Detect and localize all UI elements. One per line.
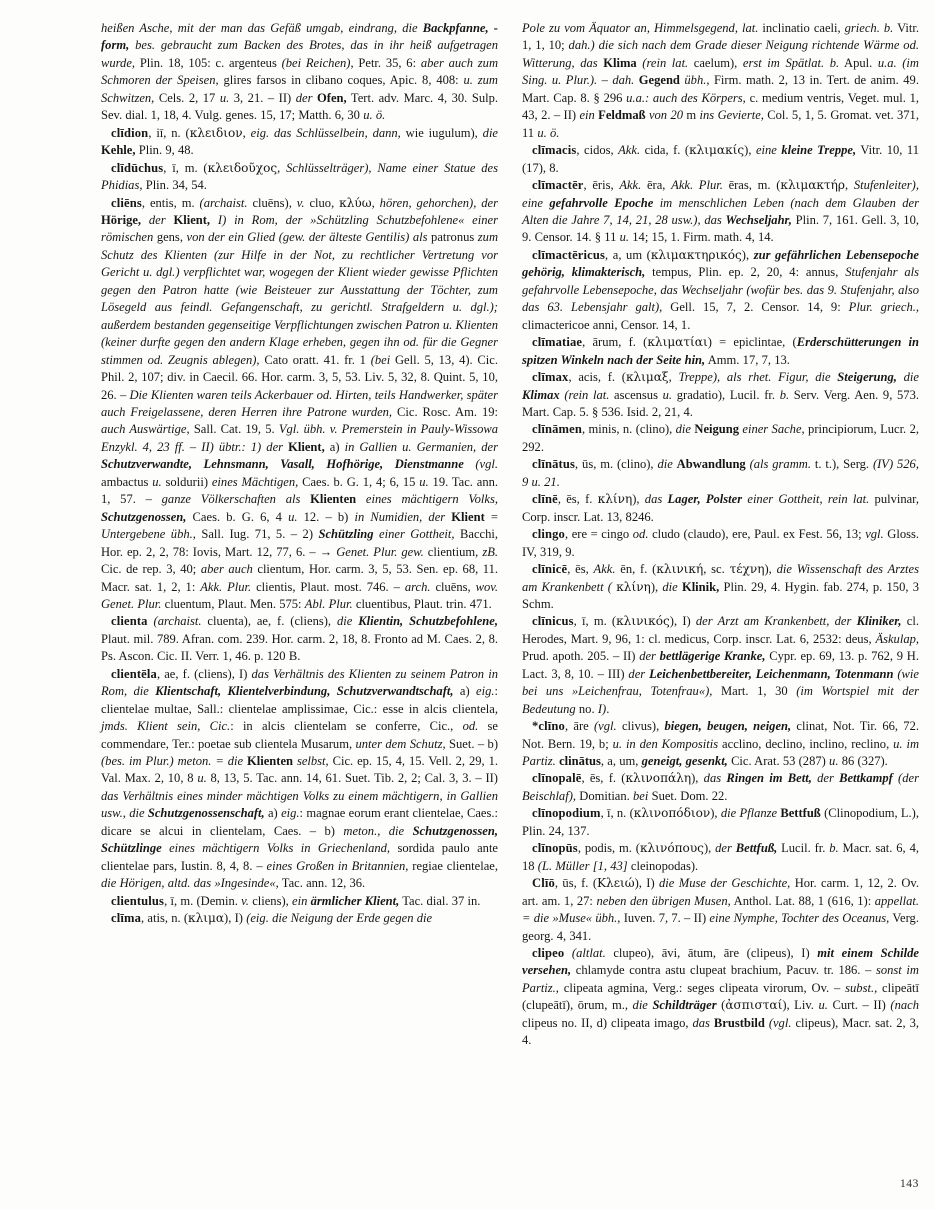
entry-climactericus: clīmactēricus, a, um (κλιμακτηρικός), zur gefährlichen Lebensepoche gehörig, klimakterisch, tempus, Plin. ep. 2, 20, 4: annus, Stufenjahr als gefahrvolle Lebensepoche, das Wechseljahr (wofür bes. das 9. Stufenjahr, also das 63. Lebensjahr galt), Gell. 15, 7, 2. Censor. 14, 9: Plur. griech., climactericoe anni, Censor. 14, 1. <box>522 247 920 332</box>
headword-clinatus: clīnātus <box>532 457 576 472</box>
entry-cliens: cliēns, entis, m. (archaist. cluēns), v. cluo, κλύω, hören, gehorchen), der Hörige, der Klient, I) in Rom, der »Schützling Schutzbefohlene« einer römischen gens, von der ein Glied (gew. der älteste Gentilis) als patronus zum Schutz des Klienten (zur Hilfe in der Not, zu rechtlicher Vertretung vor Gericht u. dgl.) verpflichtet war, wogegen der Klient wieder gewisse Pflichten gegen den Patron hatte (wie Beisteuer zur Ausstattung der Töchter, zum Lösegeld aus feindl. Gefangenschaft, zu gerichtl. Strafgeldern u. dgl.); außerdem bestanden gegenseitige Verpflichtungen zwischen Patron u. Klienten (keiner durfte gegen den andern Klage erheben, gegen ihn od. für die Gegner stimmen od. Zeugnis ablegen), Cato oratt. 41. fr. 1 (bei Gell. 5, 13, 4). Cic. Phil. 2, 107; div. in Caecil. 66. Hor. carm. 3, 5, 53. Liv. 5, 32, 8. Quint. 5, 10, 26. – Die Klienten waren teils Ackerbauer od. Hirten, teils Handwerker, später auch Freigelassene, deren Herren ihre Patrone wurden, Cic. Rosc. Am. 19: auch Auswärtige, Sall. Cat. 19, 5. Vgl. übh. v. Premerstein in Pauly-Wissowa Enzykl. 4, 23 ff. – II) übtr.: 1) der Klient, a) in Gallien u. Germanien, der Schutzverwandte, Lehnsmann, Vasall, Hofhörige, Dienstmanne (vgl. ambactus u. soldurii) eines Mächtigen, Caes. b. G. 1, 4; 6, 15 u. 19. Tac. ann. 1, 57. – ganze Völkerschaften als Klienten eines mächtigern Volks, Schutzgenossen, Caes. b. G. 6, 4 u. 12. – b) in Numidien, der Klient = Untergebene übh., Sall. Iug. 71, 5. – 2) Schützling einer Gottheit, Bacchi, Hor. ep. 2, 2, 78: Iovis, Mart. 12, 77, 6. – → Genet. Plur. gew. clientium, zB. Cic. de rep. 3, 40; aber auch clientum, Hor. carm. 3, 5, 53. Sen. ep. 68, 11. Macr. sat. 1, 2, 1: Akk. Plur. clientis, Plaut. most. 746. – arch. cluēns, wov. Genet. Plur. cluentum, Plaut. Men. 575: Abl. Plur. cluentibus, Plaut. trin. 471. <box>101 195 499 611</box>
entry-climacis: clīmacis, cidos, Akk. cida, f. (κλιμακίς), eine kleine Treppe, Vitr. 10, 11 (17), 8. <box>522 143 919 175</box>
headword-climatiae: clīmatiae <box>532 335 583 350</box>
entry-clienta: clienta (archaist. cluenta), ae, f. (cliens), die Klientin, Schutzbefohlene, Plaut. mil. 789. Afran. com. 239. Hor. carm. 2, 18, 8. Fronto ad M. Caes. 2, 8. Ps. Ascon. Cic. II. Verr. 1, 46. p. 120 B. <box>101 614 498 664</box>
entry-clinopus: clīnopūs, podis, m. (κλινόπους), der Bettfuß, Lucil. fr. b. Macr. sat. 6, 4, 18 (L. Müller [1, 43] cleinopodas). <box>522 841 919 873</box>
entry-climax: clīmax, acis, f. (κλιμαξ, Treppe), als rhet. Figur, die Steigerung, die Klimax (rein lat. ascensus u. gradatio), Lucil. fr. b. Serv. Verg. Aen. 9, 573. Mart. Cap. 5. § 536. Isid. 2, 21, 4. <box>522 370 919 419</box>
headword-climax: clīmax <box>532 370 569 385</box>
headword-clipeo: clipeo <box>532 946 565 961</box>
headword-clio: Clīō <box>532 876 555 891</box>
entry-clino: *clīno, āre (vgl. clivus), biegen, beugen, neigen, clinat, Not. Tir. 66, 72. Not. Bern. 19, b; u. in den Kompositis acclino, declino, inclino, reclino, u. im Partiz. clinātus, a, um, geneigt, gesenkt, Cic. Arat. 53 (287) u. 86 (327). <box>522 719 920 769</box>
headword-clientela: clientēla <box>111 666 157 681</box>
entry-cliduchus: clīdūchus, ī, m. (κλειδοῦχος, Schlüsselträger), Name einer Statue des Phidias, Plin. 34, 54. <box>101 160 499 193</box>
entry-clio: Clīō, ūs, f. (Κλειώ), I) die Muse der Geschichte, Hor. carm. 1, 12, 2. Ov. art. am. 1, 27: neben den übrigen Musen, Anthol. Lat. 88, 1 (616, 1): appellat. = die »Muse« übh., Iuven. 7, 7. – II) eine Nymphe, Tochter des Oceanus, Verg. georg. 4, 341. <box>522 876 920 943</box>
headword-clinicus: clīnicus <box>532 614 574 629</box>
entry-clinatus: clīnātus, ūs, m. (clino), die Abwandlung (als gramm. t. t.), Serg. (IV) 526, 9 u. 21. <box>522 457 919 489</box>
headword-clinopodium: clīnopodium <box>532 806 601 821</box>
entry-climatiae: clīmatiae, ārum, f. (κλιματίαι) = epiclintae, (Erderschütterungen in spitzen Winkeln nach der Seite hin, Amm. 17, 7, 13. <box>522 335 919 367</box>
headword-cline: clīnē <box>532 492 558 507</box>
entry-clientulus: clientulus, ī, m. (Demin. v. cliens), ein ärmlicher Klient, Tac. dial. 37 in. <box>111 893 481 908</box>
headword-clientulus: clientulus <box>111 893 165 908</box>
headword-climacis: clīmacis <box>532 143 577 158</box>
entry-clima-continuation: Pole zu vom Äquator an, Himmelsgegend, lat. inclinatio caeli, griech. b. Vitr. 1, 1, 10; dah.) die sich nach dem Grade dieser Neigung richtende Wärme od. Witterung, das Klima (rein lat. caelum), erst im Spätlat. b. Apul. u.a. (im Sing. u. Plur.). – dah. Gegend übh., Firm. math. 2, 13 in. Tert. de anim. 49. Mart. Cap. 8. § 296 u.a.: auch des Körpers, c. medium ventris, Veget. mul. 1, 43, 2. – II) ein Feldmaß von 20 m ins Gevierte, Col. 5, 1, 5. Gromat. vet. 371, 11 u. ö. <box>522 21 920 140</box>
entry-clima: clīma, atis, n. (κλιμα), I) (eig. die Neigung der Erde gegen die <box>111 911 433 926</box>
headword-clinopale: clīnopalē <box>532 771 582 786</box>
page-number: 143 <box>899 1178 919 1190</box>
headword-clino: *clīno <box>532 719 565 734</box>
left-column <box>101 20 498 1150</box>
headword-clienta: clienta <box>111 614 148 629</box>
entry-clinamen: clīnāmen, minis, n. (clino), die Neigung einer Sache, principiorum, Lucr. 2, 292. <box>522 422 919 454</box>
headword-climactericus: clīmactēricus <box>532 247 606 262</box>
entry-clidion: clīdion, iī, n. (κλειδιον, eig. das Schlüsselbein, dann, wie iugulum), die Kehle, Plin. 9, 48. <box>101 125 499 158</box>
headword-clingo: clingo <box>532 527 565 542</box>
entry-climacter: clīmactēr, ēris, Akk. ēra, Akk. Plur. ēras, m. (κλιμακτήρ, Stufenleiter), eine gefahrvolle Epoche im menschlichen Leben (nach dem Glauben der Alten die Jahre 7, 14, 21, 28 usw.), das Wechseljahr, Plin. 7, 161. Gell. 3, 10, 9. Censor. 14. § 11 u. 14; 15, 1. Firm. math. 4, 14. <box>522 178 919 245</box>
entry-clinice: clīnicē, ēs, Akk. ēn, f. (κλινική, sc. τέχνη), die Wissenschaft des Arztes am Krankenbett ( κλίνη), die Klinik, Plin. 29, 4. Hygin. fab. 274, p. 150, 3 Schm. <box>522 562 919 611</box>
entry-clingo: clingo, ere = cingo od. cludo (claudo), ere, Paul. ex Fest. 56, 13; vgl. Gloss. IV, 319, 9. <box>522 527 919 559</box>
entry-clinopodium: clīnopodium, ī, n. (κλινοπόδιον), die Pflanze Bettfuß (Clinopodium, L.), Plin. 24, 137. <box>522 806 919 838</box>
right-column <box>522 20 919 1150</box>
two-column-body <box>101 20 919 1150</box>
headword-climacter: clīmactēr <box>532 178 584 193</box>
entry-clipeo: clipeo (altlat. clupeo), āvi, ātum, āre (clipeus), I) mit einem Schilde versehen, chlamyde contra astu clupeat brachium, Pacuv. tr. 186. – sonst im Partiz., clipeata agmina, Verg.: seges clipeata virorum, Ov. – subst., clipeātī (clupeātī), ōrum, m., die Schildträger (ἀσπισταί), Liv. u. Curt. – II) (nach clipeus no. II, d) clipeata imago, das Brustbild (vgl. clipeus), Macr. sat. 2, 3, 4. <box>522 946 919 1048</box>
headword-clima: clīma <box>111 911 142 926</box>
headword-cliens: cliēns <box>111 195 142 210</box>
entry-clinicus: clīnicus, ī, m. (κλινικός), I) der Arzt am Krankenbett, der Kliniker, cl. Herodes, Mart. 9, 96, 1: cl. medicus, Corp. inscr. Lat. 6, 2532: deus, Äskulap, Prud. apoth. 205. – II) der bettlägerige Kranke, Cypr. ep. 69, 13. p. 762, 9 H. Lact. 3, 8, 10. – III) der Leichenbettbereiter, Leichenmann, Totenmann (wie bei uns »Leichenfrau, Totenfrau«), Mart. 1, 30 (im Wortspiel mit der Bedeutung no. I). <box>522 614 919 716</box>
entry-clientela: clientēla, ae, f. (cliens), I) das Verhältnis des Klienten zu seinem Patron in Rom, die Klientschaft, Klientelverbindung, Schutzverwandtschaft, a) eig.: clientelae multae, Sall.: clientelae amplissimae, Cic.: esse in alcis clientela, jmds. Klient sein, Cic.: in alcis clientelam se conferre, Cic., od. se commendare, Ter.: poetae sub clientela Musarum, unter dem Schutz, Suet. – b) (bes. im Plur.) meton. = die Klienten selbst, Cic. ep. 15, 4, 15. Vell. 2, 29, 1. Val. Max. 2, 10, 8 u. 8, 13, 5. Tac. ann. 14, 61. Suet. Tib. 2, 2; Cal. 3, 3. – II) das Verhältnis eines minder mächtigen Volks zu einem mächtigern, in Gallien usw., die Schutzgenossenschaft, a) eig.: magnae eorum erant clientelae, Caes.: dicare se alcui in clientelam, Caes. – b) meton., die Schutzgenossen, Schützlinge eines mächtigern Volks in Griechenland, sordida paulo ante clientelae pars, Iustin. 8, 4, 8. – eines Großen in Britannien, regiae clientelae, die Hörigen, altd. das »Ingesinde«, Tac. ann. 12, 36. <box>101 666 499 891</box>
headword-clidion: clīdion <box>111 125 149 140</box>
headword-cliduchus: clīdūchus <box>111 160 164 175</box>
headword-clinamen: clīnāmen <box>532 422 582 437</box>
entry-clibanus-continuation: heißen Asche, mit der man das Gefäß umgab, eindrang, die Backpfanne, -form, bes. gebraucht zum Backen des Brotes, das in ihr heiß aufgetragen wurde, Plin. 18, 105: c. argenteus (bei Reichen), Petr. 35, 6: aber auch zum Schmoren der Speisen, glires farsos in clibano coques, Apic. 8, 408: u. zum Schwitzen, Cels. 2, 17 u. 3, 21. – II) der Ofen, Tert. adv. Marc. 4, 30. Sulp. Sev. dial. 1, 18, 4. Vulg. genes. 15, 17; Matth. 6, 30 u. ö. <box>101 21 499 123</box>
entry-clinopale: clīnopalē, ēs, f. (κλινοπάλη), das Ringen im Bett, der Bettkampf (der Beischlaf), Domitian. bei Suet. Dom. 22. <box>522 771 919 803</box>
entry-cline: clīnē, ēs, f. κλίνη), das Lager, Polster einer Gottheit, rein lat. pulvinar, Corp. inscr. Lat. 13, 8246. <box>522 492 919 524</box>
headword-clinice: clīnicē <box>532 562 568 577</box>
headword-clinopus: clīnopūs <box>532 841 578 856</box>
